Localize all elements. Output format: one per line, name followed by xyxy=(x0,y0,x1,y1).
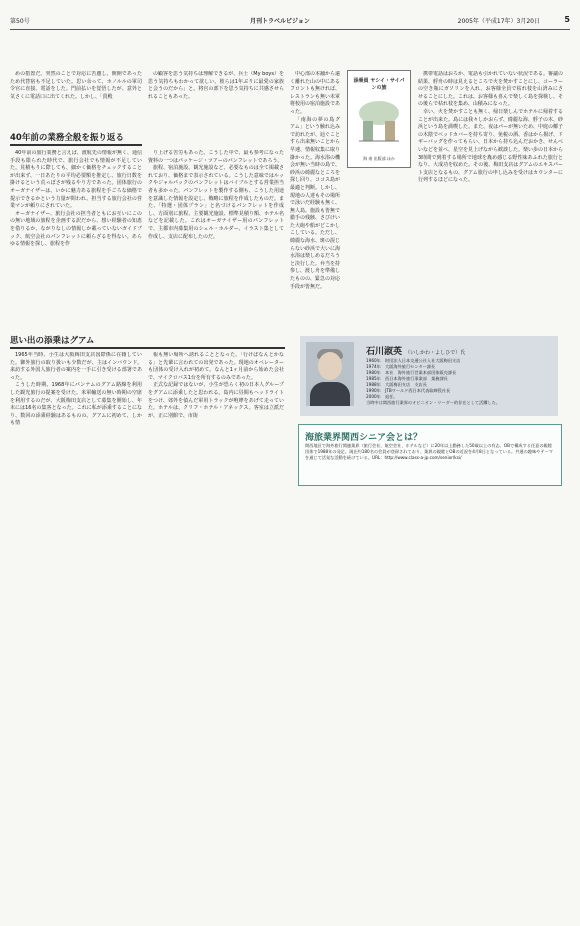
paragraph: こうした時期、1968年にパンナムのグアム路線を利用した観光旅行の提案を受けた。米軍輸送の無い時期の空席を利用するのだが、大阪梅田支店として募集を開始し、年末には16名の集客となった。これに私が添乗することになり、数回の添乗経験はあるものの、グアムに初めて、しかも情 xyxy=(10,382,142,427)
infobox-body: 関西地区で海外旅行関連業界（旅行会社、航空会社、ホテルなど）に20年以上勤務した50歳以上の有志、OBで構成する任意の親睦団体で1988年の発足。現在約180名の会員が登録されており、業界の親睦とOBの近況を4月8日となっている。共通の趣味やテーマを通じて活発な活動を続けている。URL：http://www.class-a-jp.com/senior/ksi/ xyxy=(305,443,553,461)
book-cover-image xyxy=(347,70,411,168)
article-column-2-top xyxy=(148,71,284,141)
author-profile xyxy=(300,336,558,416)
book-title: 添乗員 ヤシイ・サイパンの旅 xyxy=(353,78,405,91)
paragraph: 幸い、火を焚かすことも無く、帰日楽しんでホテルに帰着することが出来た。島には我々しかおらず、綺麗な海、艀子の木、砂浜という島を満喫した。また、夜はパーが無いため、中庭の椰子の木陰でベッドカバーを持ち寄り、免税の酒、香はから揚げ、ドギーバッグを作ってもらい、日本から持ち込んだおかき、せんべいなどを並べ、星空を見上げながら歓談した。楽い歩の日本から3時間で到着する場所で地球を胤め感じる野性味あふれた旅行となり、大成功を収めた。その後、梅田支店はグアムのエキスパート支店となるもの、グアム旅行の申し込みを受けはカウンターに行列するほどになった。 xyxy=(418,108,563,184)
career-item: 1990年 JTBワールド西日本代表取締役社長 xyxy=(366,388,451,393)
paragraph: 中心部の本舗から遠く離れた山の中にあるフロントも無ければ、レストランも無い未軍将校用の宿泊施設であった。 xyxy=(290,71,340,115)
article-column-1-bottom xyxy=(10,352,142,484)
publication-title: 月刊トラベルビジョン xyxy=(250,18,310,25)
paragraph: 「南海の夢の島グアム」という触れ込みで訪れたが、辿ぐことすら出来無いことから早速、情報収集に取り掛かった。海水浴の機会が無い当時の島で、砂浜の綺麗なところを探し回り、ココス島が最適と判断。しかし、現地の人達もその場所で泳いだ経験も無く、無人島。施設も皆無で徹手の残骸、さびけいた大砲や船がどこかしこしている。ただし、綺麗な海水、斑の混じらない砂浜で大いに海水浴は楽しめるだろうと決行した。弁当を持参し、渡し舟を準備したものの、緊急の対応手段が皆無だ。 xyxy=(290,116,340,290)
page-number: 5 xyxy=(564,15,570,24)
paragraph: オーガナイザー、旅行会社の担当者ともにお互いにこのの無い地域の旅程を企画する訳だから、想い経験者の知恵を借りるか、ながりなしの情報しか載っていないガイドブック、航空会社のパンフレットに頼らざるを得ない。あらゆる情報を探し、旅程を作 xyxy=(10,210,142,248)
issue-number: 第50号 xyxy=(10,18,30,25)
paragraph: 40年前の旅行業務と言えば、渡航先の情報が無く、通信手段も限られた時代で、旅行会社でも情報が不足していた。見積もりに際しても、細かく価格をチェックすることが出来ず、一日あたりの平均必要額を推定し、旅行日数を掛けるという荒っぽさが残るやり方であった。団体旅行のオーガナイザーは、いかに魅力ある旅程を手ごろな価格で提示できるかという力量が問われ、担当する旅行会社の営業マンが頼りにされていた。 xyxy=(10,150,142,210)
book-publisher: 海 南 出版部 ほか xyxy=(363,156,395,161)
header-rule xyxy=(10,29,570,30)
senior-association-box xyxy=(298,424,562,486)
article-column-2-mid xyxy=(148,150,284,330)
article-column-1-mid xyxy=(10,150,142,330)
paragraph: めの措置だ。突然のことで対応に苦慮し、開開であったため代替宿も不足していた。思い余って、ホノルルの軍司令官に直接、電話をした。門前払いを覚悟したが、意外と気さくに電話口に出てくれた。しかし、「貴殿 xyxy=(10,71,142,100)
author-reading: （いしかわ・よしひで）氏 xyxy=(405,350,466,356)
career-item: 1988年 大阪梅田支店 支店長 xyxy=(366,382,427,387)
paragraph: 1965年当時、小生は大阪梅田支店国際係に在籍していた。御外旅行の取り扱いも少数だが、主はインバウンド。来訪する外国人旅行者の案内を一手に引き受ける部署であった。 xyxy=(10,352,142,381)
career-item: 1974年 大阪海外旅行センター課長 xyxy=(366,364,436,369)
page-header xyxy=(10,16,570,28)
career-item: 1960年 財団法人日本交通公社入社大阪梅田支店 xyxy=(366,358,461,363)
career-item: 1980年 本社 海外旅行営業本部団体販売課長 xyxy=(366,370,457,375)
issue-date: 2005年（平成17年）3月20日 xyxy=(457,18,540,25)
book-illustration xyxy=(349,95,409,145)
paragraph: 正式な記録ではないが、小生が恐らく初の日本人グループをグアムに添乗したと思われる。島内に昼間もヘッドライトをつけ、郊外を偵んだ軍用トラックが咆哮をあげて走っていた。ホテルは、クリフ・ホテル・アネックス。客室は立派だが、正に別館で、市街 xyxy=(148,382,284,419)
career-item: 当時中は関西旅行業界のオピニオン・リーダー的存在として活躍した。 xyxy=(366,400,501,405)
article-column-3 xyxy=(290,71,340,331)
author-name: 石川淑英 （いしかわ・よしひで）氏 xyxy=(366,347,466,357)
section-heading-1: 40年前の業務全般を振り返る xyxy=(10,131,142,146)
paragraph: 旅程、宿泊施設、観光施設など、必要なものは全て掲載されており、価格まで表示されている。こうした意味ではルックやジャルパックのパンフレットはバイブルとする営業担当者も多かった。パンフレットを製作する側も、こうした用途を意識した情報を設定し、戦略に旅程を作成したものだ。また、「特選・団体プラン」と名づけるパンフレットを作成し、方面別に旅程、主要観光施設、標準見積り額、ホテル名などを記載した。これはオーガナイザー用のパンフレットで、主都市内募集用のシェル・ホルダー、イラスト集として作成し、支店に配布したのだ。 xyxy=(148,165,284,240)
author-photo xyxy=(306,342,354,406)
article-column-4 xyxy=(418,71,563,331)
career-item: 2000年 退任。 xyxy=(366,394,398,399)
section-heading-2: 思い出の添乗はグアム xyxy=(10,334,285,349)
infobox-title: 海旅業界関西シニア会とは？ xyxy=(305,433,423,443)
paragraph: の顧客を思う気持ちは理解できるが、兵士（My boys）を思う気持ちもわかって欲しい。彼らは1年ぶりに最愛の家族と会うのだから」と。将官の部下を思う気持ちに共感させられることもあった。 xyxy=(148,71,284,100)
paragraph: 携帯電話はおろか、電話も引かれていない状況である。審議の結果、艀舟の時は見えるところで火を焚かすことにし、コーラーの空き瓶にガソリンを入れ、お客様全員で枯れ枝を山済みにさせることにした。これは、お客様も喜んで楽しく島を探検し、その後らで枯れ枝を集め、山積みになった。 xyxy=(418,71,563,108)
article-column-2-bottom xyxy=(148,352,284,484)
paragraph: 報も無い場所へ誘れることとなった。「行けばなんとかなる」と先輩に言われての出発であった。現地のオペレーターも団体の受け入れが初めて。なんと1ヶ月前から始めた会社で、マイクロバス1台を所有するのみであった。 xyxy=(148,352,284,381)
career-item: 1985年 西日本海外旅行事業部 業務課長 xyxy=(366,376,448,381)
author-career xyxy=(366,358,554,406)
paragraph: り上げる苦労もあった。こうした中で、最も参考になった資料の一つはパッケージ・ツアーのパンフレットであろう。 xyxy=(148,150,284,164)
